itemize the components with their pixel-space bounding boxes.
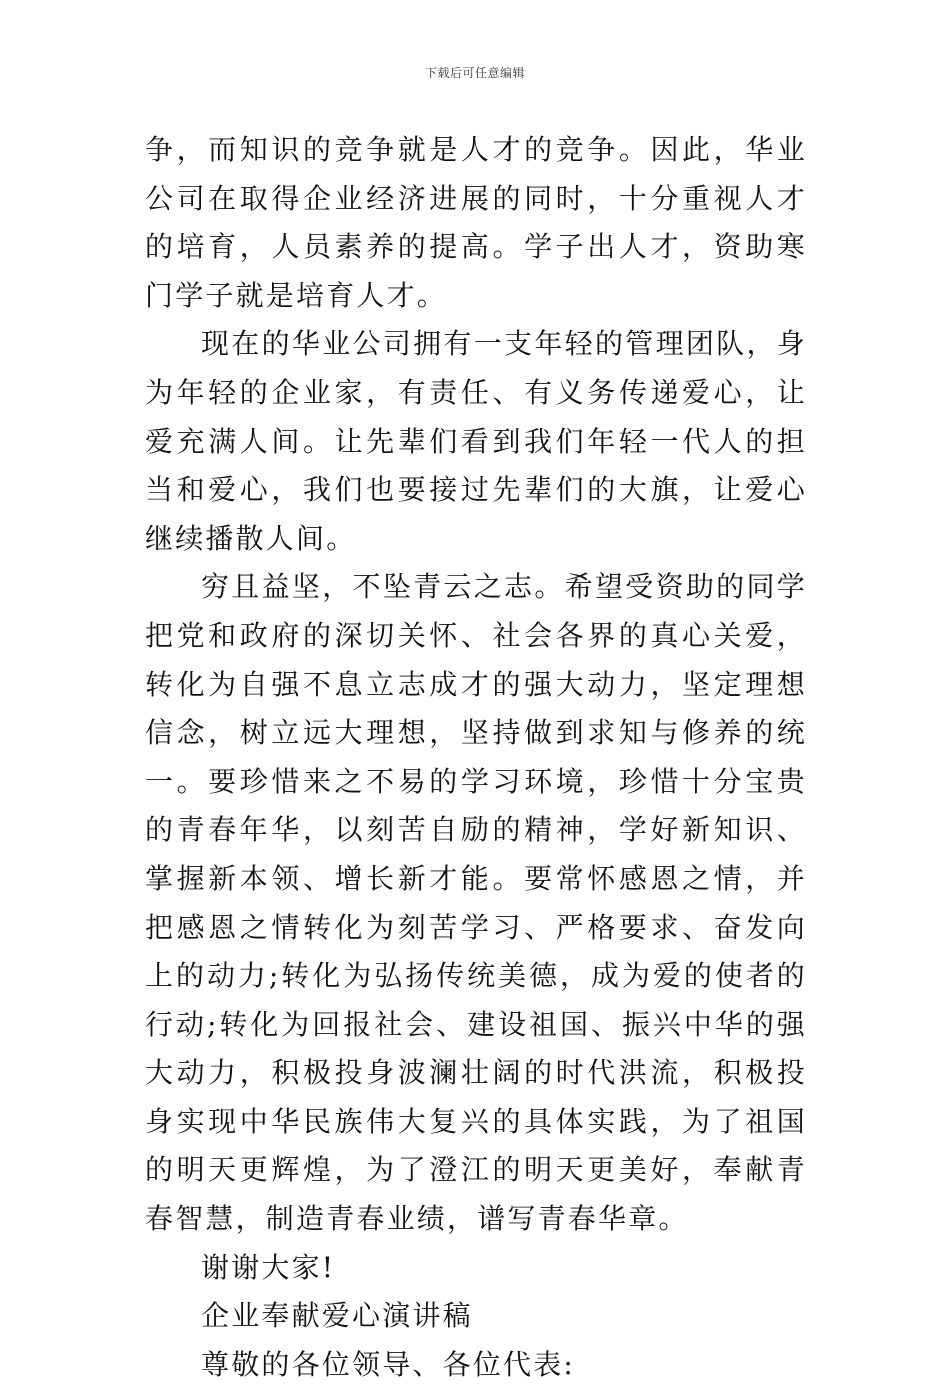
document-body: [145, 126, 807, 1389]
paragraph-hopes-for-students: 穷且益坚，不坠青云之志。希望受资助的同学把党和政府的深切关怀、社会各界的真心关爱，转化为自强不息立志成才的强大动力，坚定理想信念，树立远大理想，坚持做到求知与修养的统一。要珍惜来之不易的学习环境，珍惜十分宝贵的青春年华，以刻苦自励的精神，学好新知识、掌握新本领、增长新才能。要常怀感恩之情，并把感恩之情转化为刻苦学习、严格要求、奋发向上的动力;转化为弘扬传统美德，成为爱的使者的行动;转化为回报社会、建设祖国、振兴中华的强大动力，积极投身波澜壮阔的时代洪流，积极投身实现中华民族伟大复兴的具体实践，为了祖国的明天更辉煌，为了澄江的明天更美好，奉献青春智慧，制造青春业绩，谱写青春华章。: [145, 570, 807, 1236]
paragraph-speech-title: 企业奉献爱心演讲稿: [201, 1299, 473, 1333]
paragraph-salutation: 尊敬的各位领导、各位代表:: [201, 1347, 576, 1381]
page-header-note: 下载后可任意编辑: [424, 66, 525, 80]
paragraph-talent-competition: 争，而知识的竞争就是人才的竞争。因此，华业公司在取得企业经济进展的同时，十分重视人才的培育，人员素养的提高。学子出人才，资助寒门学子就是培育人才。: [145, 133, 807, 312]
paragraph-thanks: 谢谢大家!: [201, 1250, 336, 1284]
paragraph-young-team: 现在的华业公司拥有一支年轻的管理团队，身为年轻的企业家，有责任、有义务传递爱心，让爱充满人间。让先辈们看到我们年轻一代人的担当和爱心，我们也要接过先辈们的大旗，让爱心继续播散人间。: [145, 327, 807, 555]
